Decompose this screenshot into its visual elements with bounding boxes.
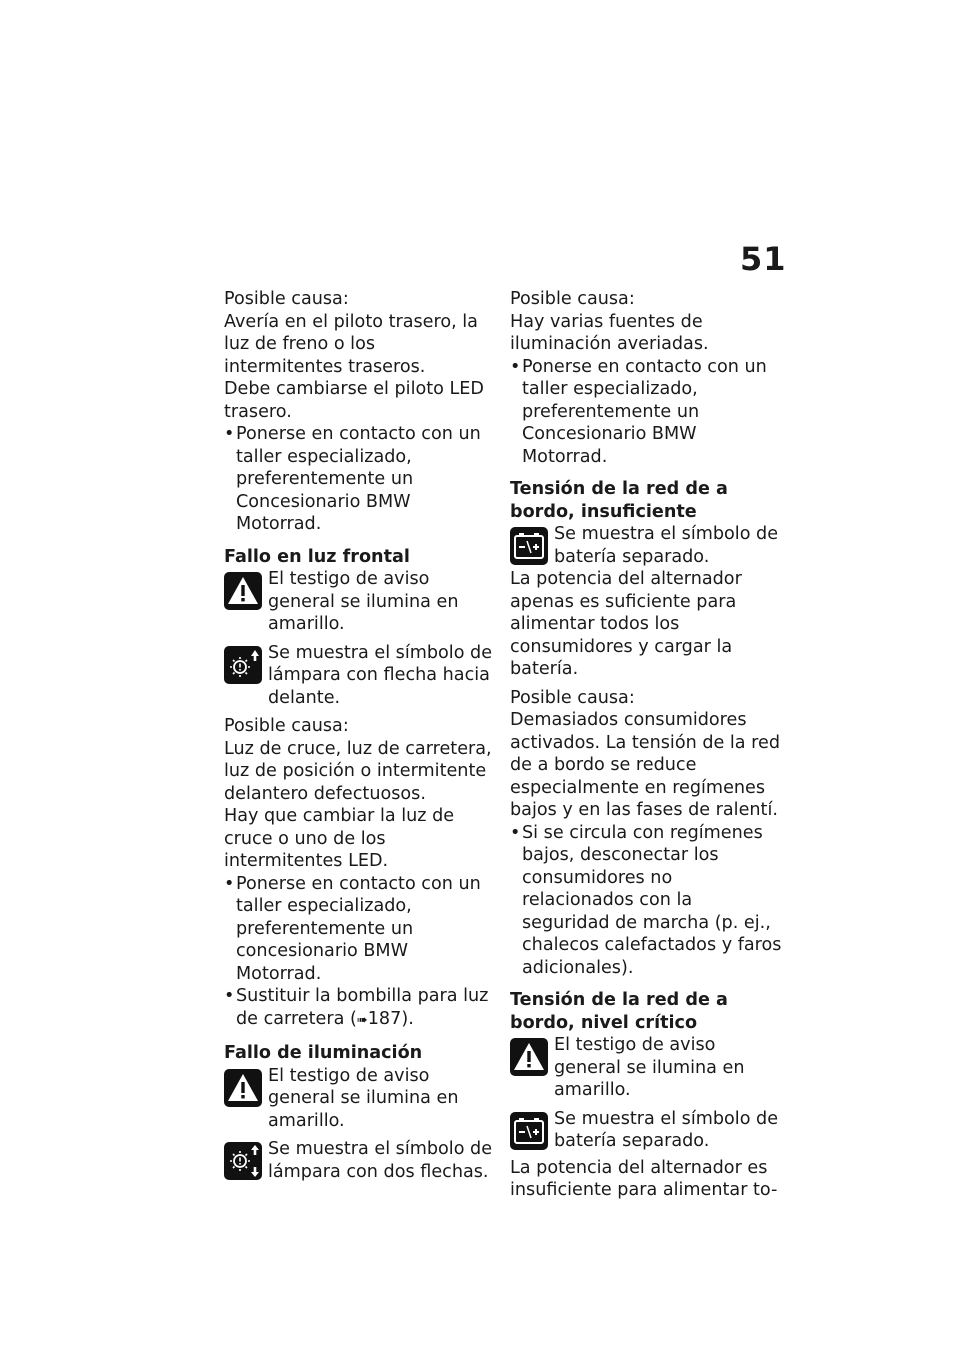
paragraph: Posible causa: xyxy=(510,687,635,708)
bullet-item xyxy=(224,985,496,1032)
icon-description: Se muestra el símbolo de batería separado. xyxy=(554,524,779,567)
paragraph: Posible causa: xyxy=(224,289,349,309)
bullet-item: • Ponerse en contacto con un taller especializado, preferentemente un Concesionario BMW Motorrad. xyxy=(510,356,782,469)
warning-triangle-icon xyxy=(224,1069,262,1107)
icon-row xyxy=(510,1034,782,1102)
icon-row xyxy=(224,1065,496,1133)
paragraph: Hay varias fuentes de iluminación averiadas. xyxy=(510,311,709,354)
icon-row xyxy=(224,568,496,636)
paragraph: Posible causa: xyxy=(510,289,635,309)
battery-icon xyxy=(510,1112,548,1150)
icon-description: Se muestra el símbolo de batería separado. xyxy=(554,1108,779,1151)
paragraph: Posible causa: xyxy=(224,716,349,736)
reference-arrow-icon: ➠ xyxy=(356,1012,368,1028)
page-reference-link[interactable]: 187 xyxy=(367,1008,402,1029)
bullet-item: • Si se circula con regímenes bajos, desconectar los consumidores no relacionados con la seguridad de marcha (p. ej., chalecos calefactados y faros adicionales). xyxy=(510,822,782,980)
battery-icon xyxy=(510,527,548,565)
warning-triangle-icon xyxy=(224,572,262,610)
icon-description: El testigo de aviso general se ilumina en amarillo. xyxy=(268,1065,459,1131)
section-heading: Fallo en luz frontal xyxy=(224,546,410,567)
icon-description: Se muestra el símbolo de lámpara con dos flechas. xyxy=(268,1139,493,1182)
icon-description: Se muestra el símbolo de lámpara con flecha hacia delante. xyxy=(268,642,493,708)
paragraph: Avería en el piloto trasero, la luz de freno o los intermitentes traseros. xyxy=(224,311,478,377)
bullet-text: Sustituir la bombilla para luz de carretera ( xyxy=(236,986,489,1029)
right-column xyxy=(510,288,782,1202)
lamp-arrow-forward-icon xyxy=(224,646,262,684)
icon-row xyxy=(510,1108,782,1153)
page-number: 51 xyxy=(740,240,787,278)
lamp-two-arrows-icon xyxy=(224,1142,262,1180)
paragraph: Hay que cambiar la luz de cruce o uno de los intermitentes LED. xyxy=(224,806,455,871)
bullet-text: ). xyxy=(401,1008,414,1029)
paragraph: Demasiados consumidores activados. La tensión de la red de a bordo se reduce especialmente en regímenes bajos y en las fases de ralentí. xyxy=(510,710,781,820)
icon-description: El testigo de aviso general se ilumina en amarillo. xyxy=(554,1035,745,1100)
icon-row xyxy=(224,642,496,710)
paragraph: Debe cambiarse el piloto LED trasero. xyxy=(224,379,484,422)
icon-description: El testigo de aviso general se ilumina en amarillo. xyxy=(268,569,459,634)
icon-row xyxy=(224,1138,496,1183)
paragraph: La potencia del alternador es insuficiente para alimentar to- xyxy=(510,1157,778,1200)
icon-row xyxy=(510,523,782,568)
paragraph: La potencia del alternador apenas es suficiente para alimentar todos los consumidores y cargar la batería. xyxy=(510,569,742,679)
section-heading: Tensión de la red de a bordo, nivel crítico xyxy=(510,990,728,1033)
left-column xyxy=(224,288,496,1183)
paragraph: Luz de cruce, luz de carretera, luz de posición o intermitente delantero defectuosos. xyxy=(224,738,492,804)
section-heading: Tensión de la red de a bordo, insuficiente xyxy=(510,479,728,522)
warning-triangle-icon xyxy=(510,1038,548,1076)
bullet-item: • Ponerse en contacto con un taller especializado, preferentemente un Concesionario BMW Motorrad. xyxy=(224,423,496,536)
bullet-item: • Ponerse en contacto con un taller especializado, preferentemente un concesionario BMW Motorrad. xyxy=(224,873,496,986)
section-heading: Fallo de iluminación xyxy=(224,1043,423,1063)
